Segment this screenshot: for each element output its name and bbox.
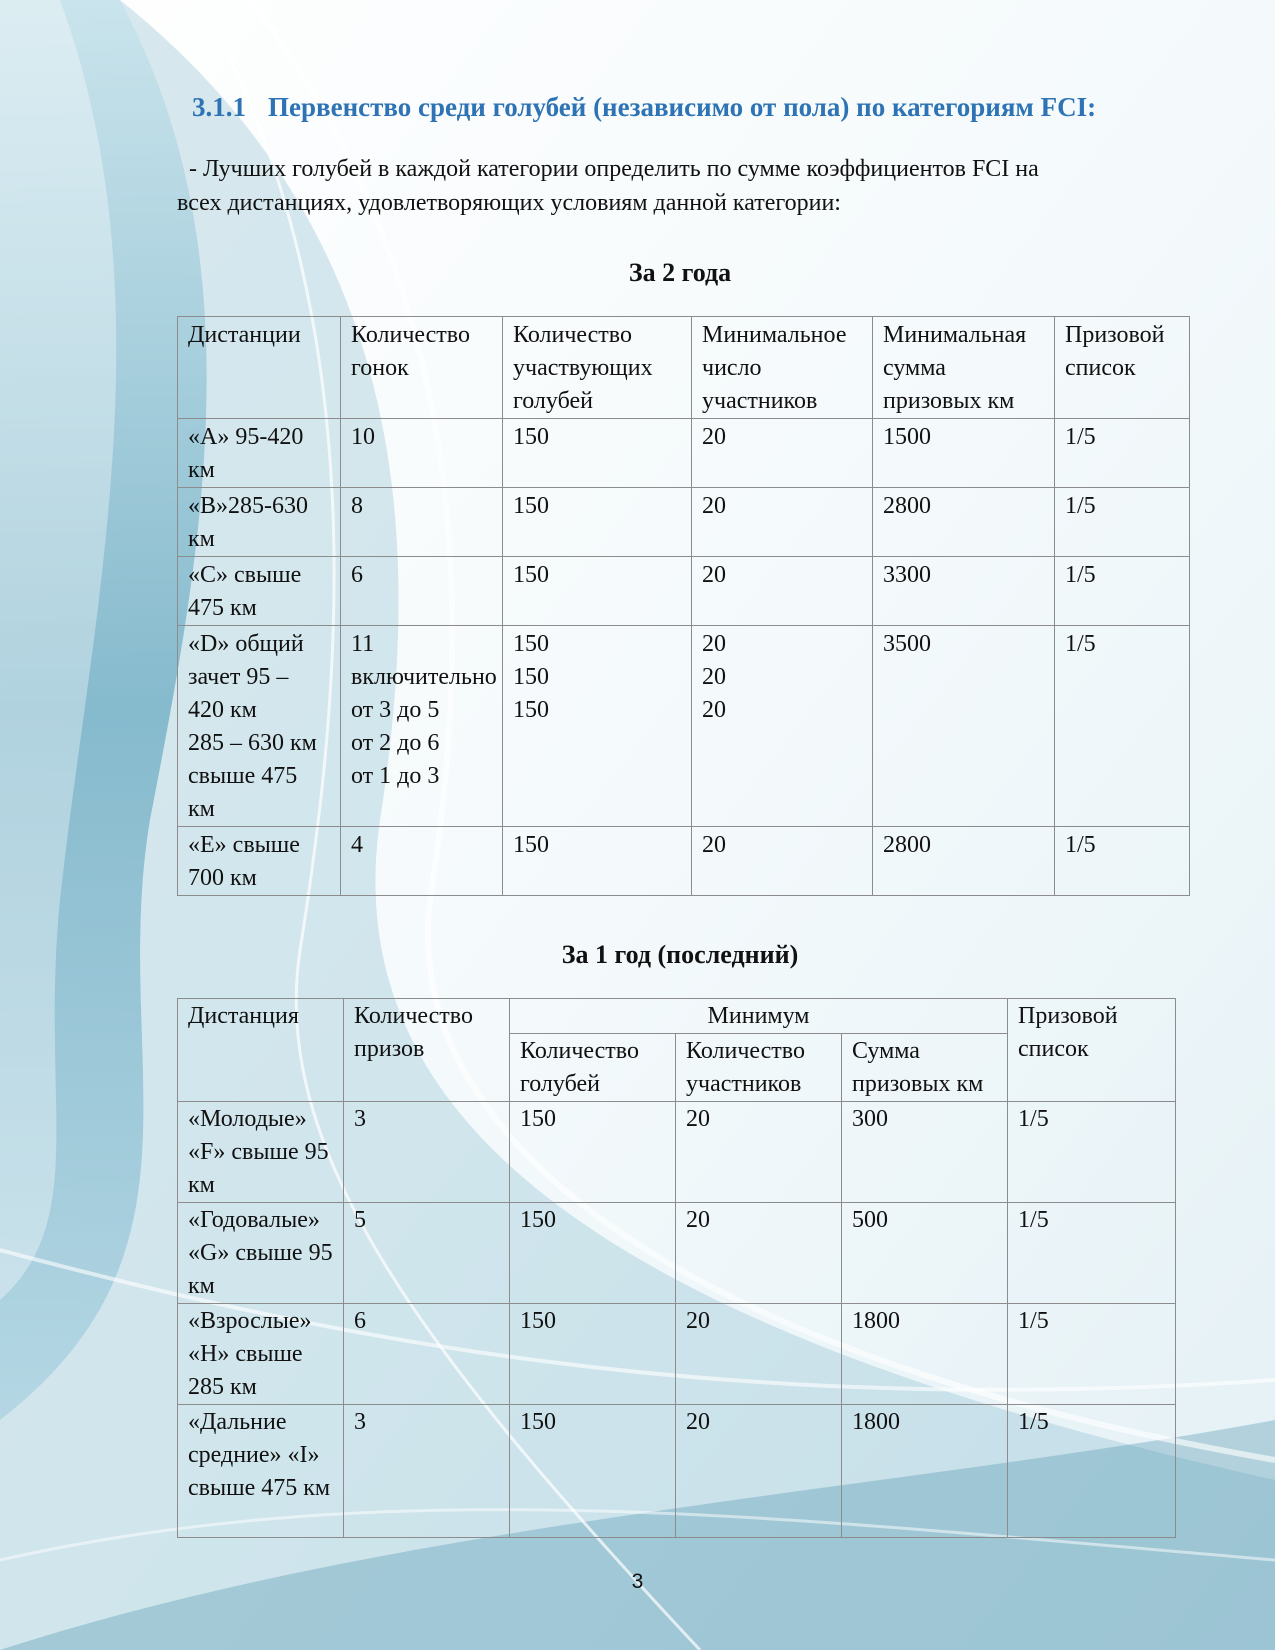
cell-participants: 20 (692, 419, 873, 488)
cell-distance: «Е» свыше 700 км (178, 827, 341, 896)
pigeons-line: 150 (513, 697, 549, 723)
header-prizes: Количество призов (344, 999, 510, 1102)
cell-distance: «В»285-630 км (178, 488, 341, 557)
cell-sum-km: 2800 (873, 488, 1055, 557)
cell-prize-list: 1/5 (1008, 1304, 1176, 1405)
distance-line: свыше 475 км (188, 763, 298, 822)
races-line: от 1 до 3 (351, 763, 440, 789)
table-caption-two-years: За 2 года (628, 258, 732, 287)
cell-prizes: 3 (344, 1405, 510, 1538)
cell-distance: «Молодые» «F» свыше 95 км (178, 1102, 344, 1203)
cell-prize-list: 1/5 (1008, 1102, 1176, 1203)
cell-prize-list: 1/5 (1055, 419, 1190, 488)
header-races: Количество гонок (341, 317, 503, 419)
section-heading (192, 92, 1096, 123)
table-row (178, 827, 1190, 896)
header-min-participants: Минимальное число участников (692, 317, 873, 419)
cell-distance: «Взрослые» «Н» свыше 285 км (178, 1304, 344, 1405)
cell-sum-km: 1500 (873, 419, 1055, 488)
cell-prize-list: 1/5 (1055, 626, 1190, 827)
cell-pigeons: 150 (503, 827, 692, 896)
cell-prize-list: 1/5 (1055, 827, 1190, 896)
cell-pigeons: 150 (510, 1102, 676, 1203)
races-line: от 2 до 6 (351, 730, 440, 756)
intro-line-1: - Лучших голубей в каждой категории определить по сумме коэффициентов FCI на (189, 156, 1039, 182)
table-two-years (177, 316, 1190, 896)
header-prize-list: Призовой список (1055, 317, 1190, 419)
pigeons-line: 150 (513, 664, 549, 690)
cell-pigeons (503, 626, 692, 827)
cell-distance: «Годовалые» «G» свыше 95 км (178, 1203, 344, 1304)
section-title: Первенство среди голубей (независимо от пола) по категориям FCI: (268, 92, 1097, 122)
races-line: 11 включительно от 3 до 5 (351, 631, 497, 723)
participants-line: 20 (702, 664, 726, 690)
header-prize-list: Призовой список (1008, 999, 1176, 1102)
cell-sum-km: 300 (842, 1102, 1008, 1203)
cell-races: 6 (341, 557, 503, 626)
cell-prizes: 5 (344, 1203, 510, 1304)
header-pigeons: Количество участвующих голубей (503, 317, 692, 419)
header-distances: Дистанции (178, 317, 341, 419)
cell-prizes: 3 (344, 1102, 510, 1203)
header-min-sum-km: Минимальная сумма призовых км (873, 317, 1055, 419)
cell-prizes: 6 (344, 1304, 510, 1405)
intro-paragraph (177, 152, 1187, 220)
cell-distance: «С» свыше 475 км (178, 557, 341, 626)
table-row (178, 488, 1190, 557)
cell-pigeons: 150 (503, 557, 692, 626)
cell-pigeons: 150 (510, 1203, 676, 1304)
cell-sum-km: 500 (842, 1203, 1008, 1304)
distance-line: «D» общий зачет 95 – 420 км (188, 631, 304, 723)
cell-participants: 20 (676, 1203, 842, 1304)
cell-races (341, 626, 503, 827)
cell-pigeons: 150 (510, 1405, 676, 1538)
table-header-row (178, 317, 1190, 419)
distance-line: 285 – 630 км (188, 730, 317, 756)
page-number: 3 (631, 1570, 644, 1593)
table-row (178, 1203, 1176, 1304)
cell-participants: 20 (692, 488, 873, 557)
cell-pigeons: 150 (503, 488, 692, 557)
cell-prize-list: 1/5 (1008, 1405, 1176, 1538)
participants-line: 20 (702, 631, 726, 657)
cell-sum-km: 2800 (873, 827, 1055, 896)
table-row (178, 1304, 1176, 1405)
cell-distance: «А» 95-420 км (178, 419, 341, 488)
cell-distance: «Дальние средние» «I» свыше 475 км (178, 1405, 344, 1538)
cell-sum-km: 3300 (873, 557, 1055, 626)
cell-races: 4 (341, 827, 503, 896)
table-row (178, 1405, 1176, 1538)
table-one-year (177, 998, 1176, 1538)
table-row (178, 1102, 1176, 1203)
table-caption-one-year: За 1 год (последний) (561, 940, 799, 969)
table-row (178, 626, 1190, 827)
table-row (178, 419, 1190, 488)
cell-prize-list: 1/5 (1055, 557, 1190, 626)
cell-pigeons: 150 (503, 419, 692, 488)
pigeons-line: 150 (513, 631, 549, 657)
cell-races: 10 (341, 419, 503, 488)
cell-participants: 20 (676, 1102, 842, 1203)
section-number: 3.1.1 (192, 92, 246, 122)
cell-participants: 20 (676, 1304, 842, 1405)
header-sum-km: Сумма призовых км (842, 1034, 1008, 1102)
cell-distance (178, 626, 341, 827)
table-header-row (178, 999, 1176, 1034)
cell-participants: 20 (692, 557, 873, 626)
table-row (178, 557, 1190, 626)
cell-sum-km: 3500 (873, 626, 1055, 827)
cell-races: 8 (341, 488, 503, 557)
header-minimum: Минимум (510, 999, 1008, 1034)
cell-sum-km: 1800 (842, 1304, 1008, 1405)
cell-sum-km: 1800 (842, 1405, 1008, 1538)
cell-pigeons: 150 (510, 1304, 676, 1405)
intro-line-2: всех дистанциях, удовлетворяющих условиям данной категории: (177, 190, 841, 216)
header-participants: Количество участников (676, 1034, 842, 1102)
cell-participants (692, 626, 873, 827)
cell-prize-list: 1/5 (1008, 1203, 1176, 1304)
header-distance: Дистанция (178, 999, 344, 1102)
participants-line: 20 (702, 697, 726, 723)
cell-participants: 20 (676, 1405, 842, 1538)
cell-participants: 20 (692, 827, 873, 896)
header-pigeons: Количество голубей (510, 1034, 676, 1102)
cell-prize-list: 1/5 (1055, 488, 1190, 557)
